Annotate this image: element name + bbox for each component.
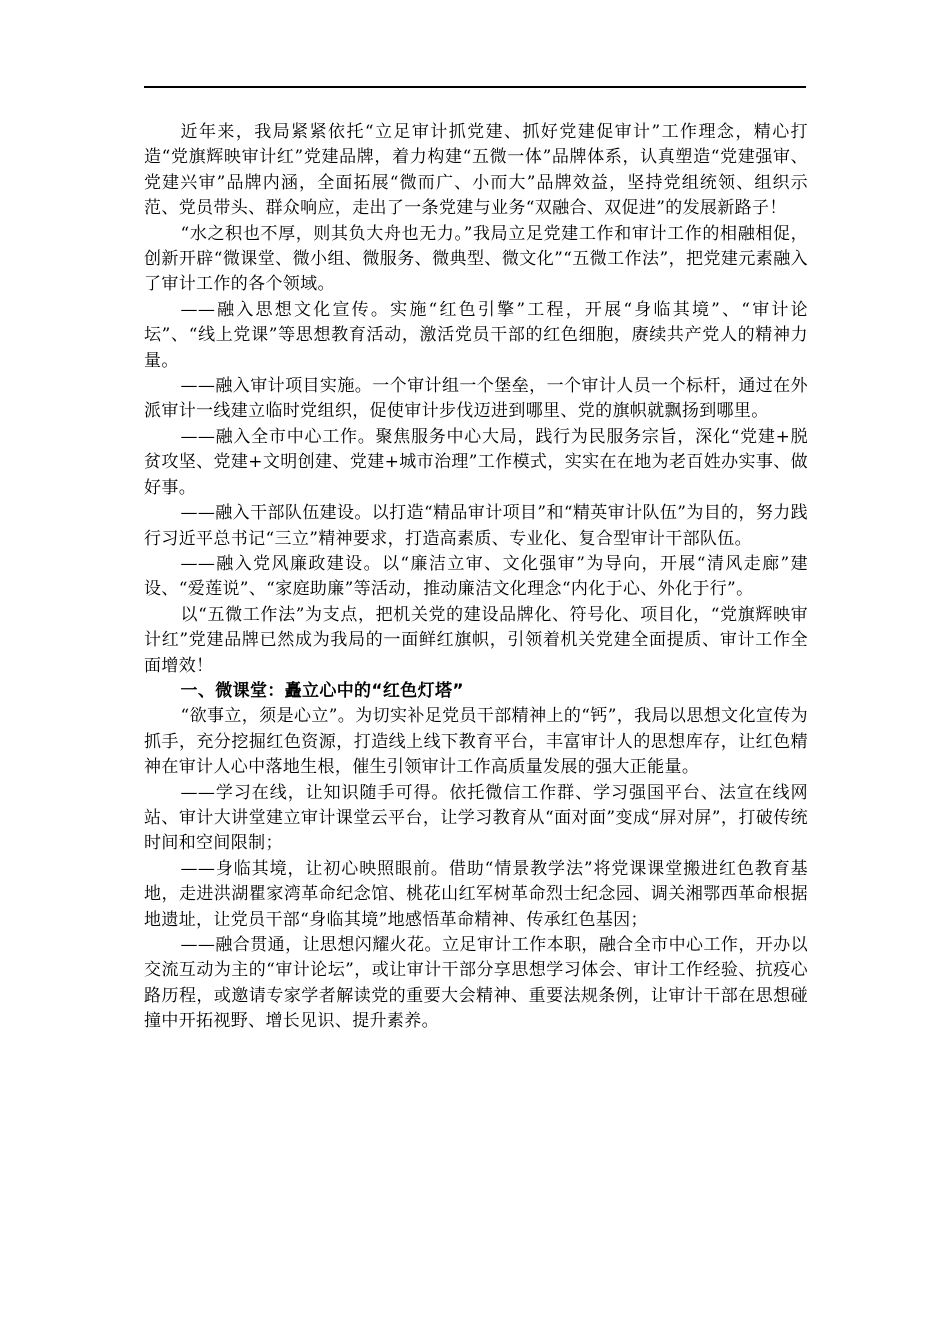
point-cadre-paragraph: ——融入干部队伍建设。以打造“精品审计项目”和“精英审计队伍”为目的，努力践行习近平总书记“三立”精神要求，打造高素质、专业化、复合型审计干部队伍。	[144, 503, 808, 549]
section-intro-paragraph: “欲事立，须是心立”。为切实补足党员干部精神上的“钙”，我局以思想文化宣传为抓手，充分挖掘红色资源，打造线上线下教育平台，丰富审计人的思想库存，让红色精神在审计人心中落地生根，催生引领审计工作高质量发展的强大正能量。	[144, 706, 808, 778]
point-audit-project-paragraph: ——融入审计项目实施。一个审计组一个堡垒，一个审计人员一个标杆，通过在外派审计一线建立临时党组织，促使审计步伐迈进到哪里、党的旗帜就飘扬到哪里。	[144, 376, 808, 422]
point-city-work-paragraph: ——融入全市中心工作。聚焦服务中心大局，践行为民服务宗旨，深化“党建+脱贫攻坚、党建+文明创建、党建+城市治理”工作模式，实实在在地为老百姓办实事、做好事。	[144, 426, 808, 498]
header-rule	[144, 86, 806, 88]
online-learning-paragraph: ——学习在线，让知识随手可得。依托微信工作群、学习强国平台、法宣在线网站、审计大讲堂建立审计课堂云平台，让学习教育从“面对面”变成“屏对屏”，打破传统时间和空间限制；	[144, 782, 808, 854]
point-integrity-paragraph: ——融入党风廉政建设。以“廉洁立审、文化强审”为导向，开展“清风走廊”建设、“爱莲说”、“家庭助廉”等活动，推动廉洁文化理念“内化于心、外化于行”。	[144, 553, 808, 600]
quote-paragraph: “水之积也不厚，则其负大舟也无力。”我局立足党建工作和审计工作的相融相促，创新开辟“微课堂、微小组、微服务、微典型、微文化”“五微工作法”，把党建元素融入了审计工作的各个领域。	[144, 223, 808, 295]
point-ideology-paragraph: ——融入思想文化宣传。实施“红色引擎”工程，开展“身临其境”、“审计论坛”、“线上党课”等思想教育活动，激活党员干部的红色细胞，赓续共产党人的精神力量。	[144, 299, 808, 371]
integration-paragraph: ——融合贯通，让思想闪耀火花。立足审计工作本职，融合全市中心工作，开办以交流互动为主的“审计论坛”，或让审计干部分享思想学习体会、审计工作经验、抗疫心路历程，或邀请专家学者解读党的重要大会精神、重要法规条例，让审计干部在思想碰撞中开拓视野、增长见识、提升素养。	[144, 935, 808, 1032]
intro-paragraph: 近年来，我局紧紧依托“立足审计抓党建、抓好党建促审计”工作理念，精心打造“党旗辉映审计红”党建品牌，着力构建“五微一体”品牌体系，认真塑造“党建强审、党建兴审”品牌内涵，全面拓展“微而广、小而大”品牌效益，坚持党组统领、组织示范、党员带头、群众响应，走出了一条党建与业务“双融合、双促进”的发展新路子！	[144, 122, 808, 219]
section-heading: 一、微课堂：矗立心中的“红色灯塔”	[180, 680, 464, 701]
immersive-paragraph: ——身临其境，让初心映照眼前。借助“情景教学法”将党课课堂搬进红色教育基地，走进洪湖瞿家湾革命纪念馆、桃花山红军树革命烈士纪念园、调关湘鄂西革命根据地遗址，让党员干部“身临其境”地感悟革命精神、传承红色基因；	[144, 858, 808, 930]
summary-paragraph: 以“五微工作法”为支点，把机关党的建设品牌化、符号化、项目化，“党旗辉映审计红”党建品牌已然成为我局的一面鲜红旗帜，引领着机关党建全面提质、审计工作全面增效！	[144, 604, 808, 676]
document-body	[144, 120, 808, 1035]
